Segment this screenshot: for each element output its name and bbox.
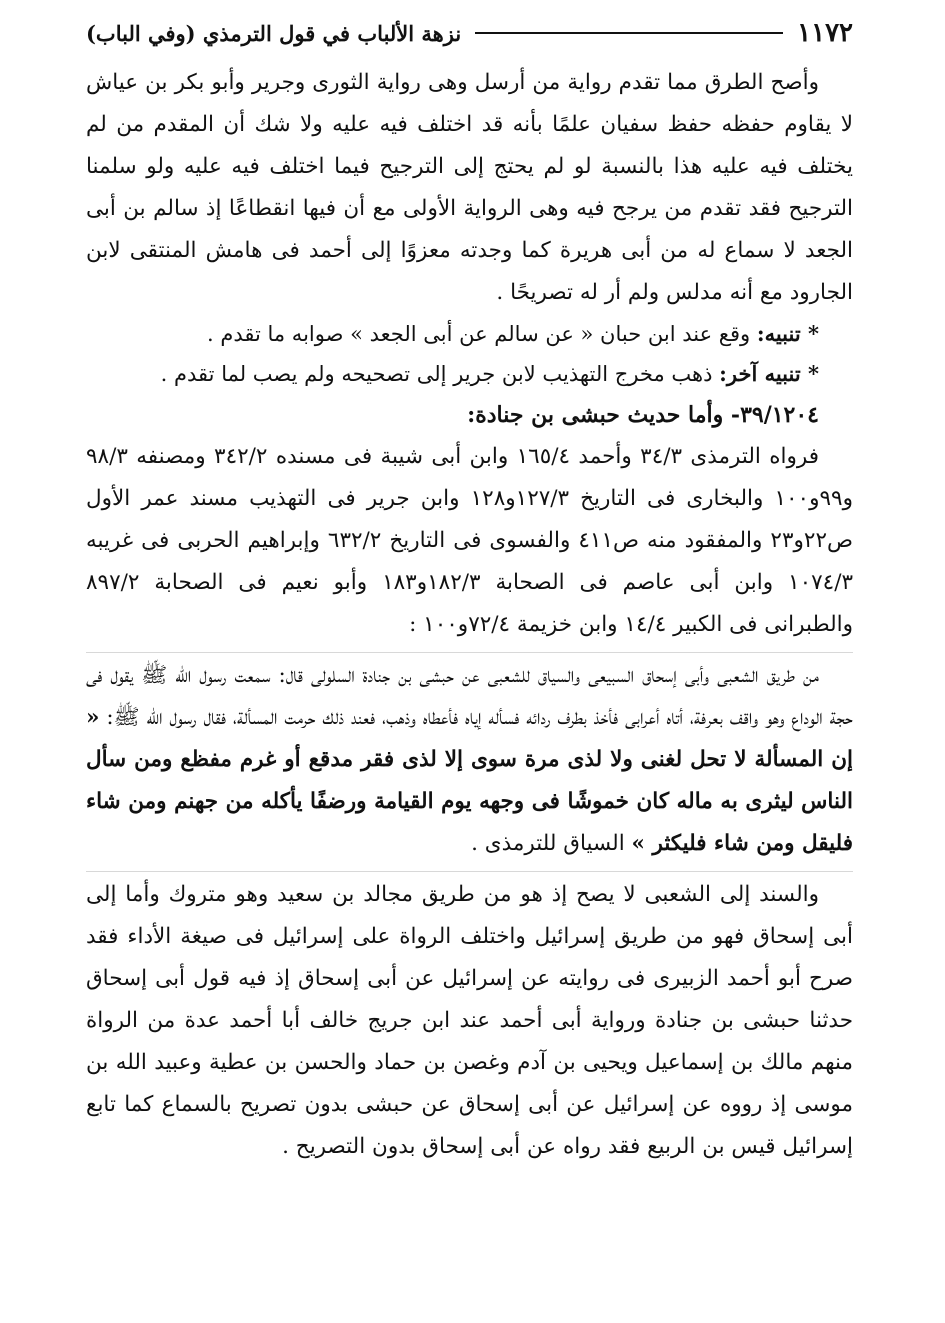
page-body (86, 62, 853, 1168)
note-1-label: * تنبيه: (756, 321, 819, 346)
paragraph-4: والسند إلى الشعبى لا يصح إذ هو من طريق مجالد بن سعيد وهو متروك وأما إلى أبى إسحاق فهو من طريق إسرائيل واختلف الرواة على إسرائيل فى صيغة الأداء فقد صرح أبو أحمد الزبيرى فى روايته عن إسرائيل عن أبى إسحاق إذ فيه قول أبى إسحاق حدثنا حبشى بن جنادة ورواية أبى أحمد عند ابن جريج خالف أبا أحمد عدة من الرواة منهم مالك بن إسماعيل ويحيى بن آدم وغصن بن حماد والحسن بن عطية وعبيد الله بن موسى إذ رووه عن إسرائيل عن أبى إسحاق عن حبشى بدون تصريح بالسماع كما تابع إسرائيل قيس بن الربيع فقد رواه عن أبى إسحاق بدون التصريح . (86, 882, 853, 1159)
page-header (86, 16, 853, 50)
section-title: ٣٩/١٢٠٤- وأما حديث حبشى بن جنادة: (467, 402, 819, 428)
section-divider (86, 652, 853, 653)
hadith-quote: « إن المسألة لا تحل لغنى ولا لذى مرة سوى إلا لذى فقر مدقع أو غرم مفظع ومن سأل الناس ليثرى به ماله كان خموشًا فى وجهه يوم القيامة ورضفًا يأكله من جهنم ومن شاء فليقل ومن شاء فليكثر » (86, 705, 854, 856)
note-2-label: * تنبيه آخر: (719, 361, 819, 386)
paragraph-3 (86, 655, 853, 865)
paragraph-2: فرواه الترمذى ٣٤/٣ وأحمد ١٦٥/٤ وابن أبى شيبة فى مسنده ٣٤٢/٢ ومصنفه ٩٨/٣ و٩٩و١٠٠ والبخارى فى التاريخ ١٢٧/٣و١٢٨ وابن جرير فى التهذيب مسند عمر الأول ص٢٢و٢٣ والمفقود منه ص٤١١ والفسوى فى التاريخ ٦٣٢/٢ وإبراهيم الحربى فى غريبه ١٠٧٤/٣ وابن أبى عاصم فى الصحابة ١٨٢/٣و١٨٣ وأبو نعيم فى الصحابة ٨٩٧/٢ والطبرانى فى الكبير ١٤/٤ وابن خزيمة ٧٢/٤و١٠٠ : (86, 444, 854, 637)
paragraph-3-tail: السياق للترمذى . (471, 831, 625, 856)
running-title: نزهة الألباب في قول الترمذي (وفي الباب) (86, 20, 462, 46)
header-rule (475, 32, 783, 34)
note-2 (86, 354, 853, 394)
paragraph-1: وأصح الطرق مما تقدم رواية من أرسل وهى رواية الثورى وجرير وأبو بكر بن عياش لا يقاوم حفظه حفظ سفيان علمًا بأنه قد اختلف فيه عليه ولا شك أن المقدم من لم يختلف فيه عليه هذا بالنسبة لو لم يحتج إلى الترجيح فيما اختلف فيه عليه ولو سلمنا الترجيح فقد تقدم من يرجح فيه وهى الرواية الأولى مع أن فيها انقطاعًا إذ سالم بن أبى الجعد لا سماع له من أبى هريرة كما وجدته معزوًا إلى أحمد فى هامش المنتقى لابن الجارود مع أنه مدلس ولم أر له تصريحًا . (86, 70, 853, 305)
section-divider-2 (86, 871, 853, 872)
page-number: ١١٧٢ (797, 18, 853, 48)
note-2-text: ذهب مخرج التهذيب لابن جرير إلى تصحيحه ولم يصب لما تقدم . (160, 362, 713, 386)
note-1 (86, 314, 853, 354)
paragraph-3-intro: من طريق الشعبى وأبى إسحاق السبيعى والسياق للشعبى عن حبشى بن جنادة السلولى قال: سمعت رسول الله ﷺ يقول فى حجة الوداع وهو واقف بعرفة، أتاه أعرابى فأخذ بطرف ردائه فسأله إياه فأعطاه وذهب، فعند ذلك حرمت المسألة، فقال رسول الله ﷺ: (86, 663, 853, 730)
note-1-text: وقع عند ابن حبان « عن سالم عن أبى الجعد » صوابه ما تقدم . (206, 322, 751, 346)
